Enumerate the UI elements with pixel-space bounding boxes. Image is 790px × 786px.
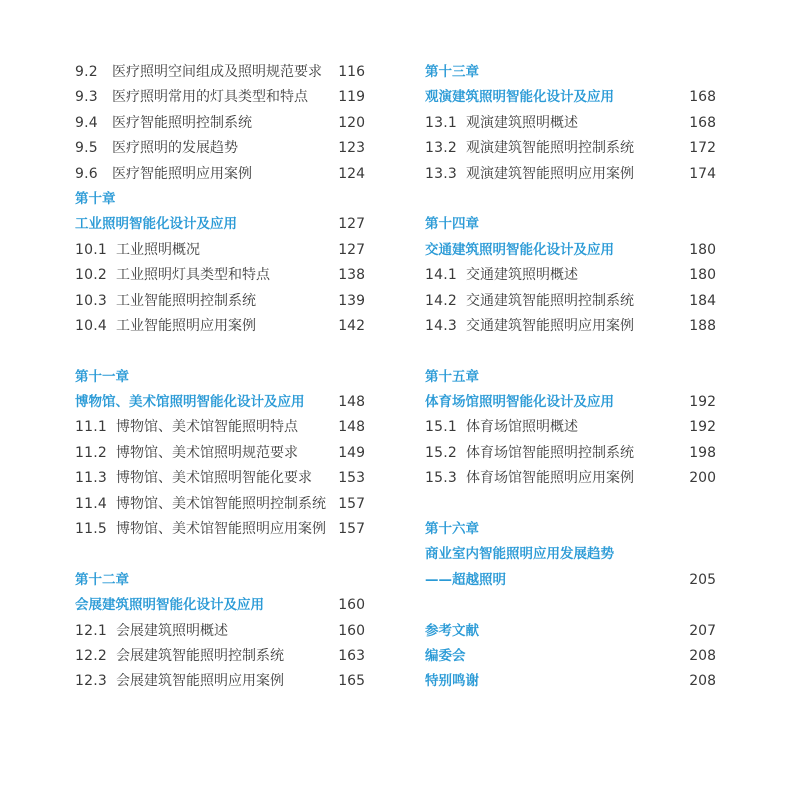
- toc-entry-number: 14.2: [425, 292, 457, 309]
- toc-page-number: 119: [338, 89, 365, 106]
- toc-entry: [75, 162, 365, 187]
- toc-page-number: 205: [689, 571, 716, 588]
- toc-spacer: [75, 542, 365, 567]
- toc-entry-title: 工业智能照明控制系统: [116, 292, 256, 309]
- toc-entry-title: 工业智能照明应用案例: [116, 317, 256, 334]
- toc-chapter-title: 交通建筑照明智能化设计及应用: [425, 241, 614, 258]
- toc-page-number: 168: [689, 114, 716, 131]
- toc-entry-title: 博物馆、美术馆照明智能化要求: [116, 470, 312, 487]
- toc-entry-number: 14.1: [425, 267, 457, 284]
- toc-entry-number: 9.3: [75, 89, 98, 106]
- toc-entry: [75, 466, 365, 491]
- toc-entry-number: 12.2: [75, 647, 107, 664]
- toc-entry: [75, 492, 365, 517]
- toc-entry-number: 15.3: [425, 470, 457, 487]
- toc-chapter-title: 观演建筑照明智能化设计及应用: [425, 89, 614, 106]
- toc-entry: [75, 263, 365, 288]
- toc-entry-number: 11.2: [75, 444, 107, 461]
- toc-chapter-heading: [75, 568, 365, 593]
- toc-chapter-title: 第十一章: [75, 368, 129, 385]
- toc-entry-title: 医疗智能照明控制系统: [112, 114, 252, 131]
- toc-entry-title: 医疗照明的发展趋势: [112, 140, 238, 157]
- toc-entry: [425, 466, 716, 491]
- toc-entry: [425, 162, 716, 187]
- toc-chapter-title: 工业照明智能化设计及应用: [75, 216, 237, 233]
- toc-entry-title: 博物馆、美术馆智能照明控制系统: [116, 495, 326, 512]
- toc-entry-number: 9.6: [75, 165, 98, 182]
- toc-chapter-heading: [75, 390, 365, 415]
- toc-chapter-heading: [425, 644, 716, 669]
- toc-page-number: 148: [338, 394, 365, 411]
- toc-entry-title: 医疗照明常用的灯具类型和特点: [112, 89, 308, 106]
- toc-entry: [425, 111, 716, 136]
- toc-chapter-heading: [425, 212, 716, 237]
- toc-entry-title: 医疗智能照明应用案例: [112, 165, 252, 182]
- toc-entry: [425, 289, 716, 314]
- toc-page-number: 192: [689, 394, 716, 411]
- toc-page-number: 174: [689, 165, 716, 182]
- toc-page-number: 157: [338, 521, 365, 538]
- toc-chapter-heading: [425, 619, 716, 644]
- toc-entry-title: 交通建筑照明概述: [466, 267, 578, 284]
- toc-entry: [425, 136, 716, 161]
- toc-page-number: 180: [689, 267, 716, 284]
- toc-chapter-heading: [75, 212, 365, 237]
- toc-entry-number: 14.3: [425, 317, 457, 334]
- toc-entry: [75, 111, 365, 136]
- toc-page-number: 139: [338, 292, 365, 309]
- toc-page-number: 168: [689, 89, 716, 106]
- toc-entry-number: 13.2: [425, 140, 457, 157]
- toc-page-number: 157: [338, 495, 365, 512]
- toc-chapter-title: 第十五章: [425, 368, 479, 385]
- toc-chapter-title: 第十二章: [75, 571, 129, 588]
- toc-entry-title: 观演建筑智能照明应用案例: [466, 165, 634, 182]
- toc-entry-title: 会展建筑智能照明控制系统: [116, 647, 284, 664]
- toc-page-number: 138: [338, 267, 365, 284]
- toc-entry-title: 交通建筑智能照明控制系统: [466, 292, 634, 309]
- toc-entry-title: 会展建筑智能照明应用案例: [116, 673, 284, 690]
- toc-entry: [75, 85, 365, 110]
- toc-entry-number: 12.3: [75, 673, 107, 690]
- toc-entry-number: 15.1: [425, 419, 457, 436]
- toc-page-number: 148: [338, 419, 365, 436]
- toc-entry-number: 9.2: [75, 64, 98, 80]
- toc-entry-number: 9.4: [75, 114, 98, 131]
- toc-page-number: 124: [338, 165, 365, 182]
- toc-chapter-title: 参考文献: [425, 622, 479, 639]
- toc-right-column: [425, 60, 716, 695]
- toc-page-number: 207: [689, 622, 716, 639]
- toc-chapter-heading: [425, 85, 716, 110]
- toc-entry-title: 工业照明灯具类型和特点: [116, 267, 270, 284]
- toc-spacer: [425, 492, 716, 517]
- toc-spacer: [75, 339, 365, 364]
- toc-chapter-title: 编委会: [425, 647, 466, 664]
- toc-page-number: 127: [338, 216, 365, 233]
- toc-entry-number: 12.1: [75, 622, 107, 639]
- toc-page-number: 192: [689, 419, 716, 436]
- toc-chapter-title: 第十三章: [425, 64, 479, 80]
- toc-spacer: [425, 187, 716, 212]
- toc-page-number: 208: [689, 673, 716, 690]
- toc-chapter-heading: [425, 669, 716, 694]
- toc-entry-number: 15.2: [425, 444, 457, 461]
- toc-page-number: 123: [338, 140, 365, 157]
- toc-entry-number: 11.5: [75, 521, 107, 538]
- toc-entry-title: 博物馆、美术馆智能照明特点: [116, 419, 298, 436]
- toc-page-number: 149: [338, 444, 365, 461]
- toc-entry: [425, 263, 716, 288]
- toc-entry-number: 13.3: [425, 165, 457, 182]
- toc-page-number: 184: [689, 292, 716, 309]
- toc-chapter-title: 第十六章: [425, 521, 479, 538]
- toc-entry-number: 10.4: [75, 317, 107, 334]
- toc-page-number: 116: [338, 64, 365, 80]
- toc-page-number: 165: [338, 673, 365, 690]
- toc-entry: [75, 644, 365, 669]
- toc-page-number: 142: [338, 317, 365, 334]
- toc-chapter-title: ——超越照明: [425, 571, 506, 588]
- toc-chapter-heading: [75, 187, 365, 212]
- toc-chapter-title: 第十四章: [425, 216, 479, 233]
- toc-page-number: 198: [689, 444, 716, 461]
- toc-chapter-heading: [425, 568, 716, 593]
- toc-chapter-heading: [425, 542, 716, 567]
- toc-chapter-heading: [425, 238, 716, 263]
- toc-chapter-heading: [425, 517, 716, 542]
- toc-entry-number: 11.4: [75, 495, 107, 512]
- toc-page-number: 163: [338, 647, 365, 664]
- toc-entry: [75, 619, 365, 644]
- toc-entry-title: 观演建筑智能照明控制系统: [466, 140, 634, 157]
- toc-chapter-heading: [425, 60, 716, 85]
- toc-chapter-heading: [75, 593, 365, 618]
- toc-entry-number: 11.3: [75, 470, 107, 487]
- toc-entry: [75, 238, 365, 263]
- toc-left-column: [75, 60, 365, 695]
- toc-chapter-heading: [425, 365, 716, 390]
- toc-chapter-heading: [425, 390, 716, 415]
- toc-page-number: 172: [689, 140, 716, 157]
- toc-chapter-title: 会展建筑照明智能化设计及应用: [75, 597, 264, 614]
- toc-entry: [425, 314, 716, 339]
- toc-chapter-title: 博物馆、美术馆照明智能化设计及应用: [75, 394, 305, 411]
- toc-entry: [75, 415, 365, 440]
- toc-entry-title: 观演建筑照明概述: [466, 114, 578, 131]
- toc-entry: [425, 415, 716, 440]
- toc-page-number: 160: [338, 622, 365, 639]
- toc-entry-title: 博物馆、美术馆照明规范要求: [116, 444, 298, 461]
- toc-entry-title: 体育场馆照明概述: [466, 419, 578, 436]
- toc-chapter-title: 特别鸣谢: [425, 673, 479, 690]
- toc-chapter-heading: [75, 365, 365, 390]
- toc-chapter-title: 体育场馆照明智能化设计及应用: [425, 394, 614, 411]
- toc-entry-title: 会展建筑照明概述: [116, 622, 228, 639]
- toc-spacer: [425, 339, 716, 364]
- toc-entry: [75, 314, 365, 339]
- toc-entry-number: 10.1: [75, 241, 107, 258]
- toc-page-number: 153: [338, 470, 365, 487]
- toc-entry: [75, 669, 365, 694]
- toc-spacer: [425, 593, 716, 618]
- toc-entry-title: 交通建筑智能照明应用案例: [466, 317, 634, 334]
- toc-entry-number: 13.1: [425, 114, 457, 131]
- toc-entry-title: 博物馆、美术馆智能照明应用案例: [116, 521, 326, 538]
- toc-page-number: 200: [689, 470, 716, 487]
- toc-page-number: 208: [689, 647, 716, 664]
- toc-entry-number: 11.1: [75, 419, 107, 436]
- toc-entry-title: 体育场馆智能照明控制系统: [466, 444, 634, 461]
- toc-entry-title: 体育场馆智能照明应用案例: [466, 470, 634, 487]
- toc-page-number: 120: [338, 114, 365, 131]
- toc-entry: [75, 441, 365, 466]
- toc-chapter-title: 商业室内智能照明应用发展趋势: [425, 546, 614, 563]
- toc-entry: [425, 441, 716, 466]
- toc-entry: [75, 517, 365, 542]
- toc-page-number: 188: [689, 317, 716, 334]
- toc-entry-title: 工业照明概况: [116, 241, 200, 258]
- toc-entry: [75, 136, 365, 161]
- toc-entry-number: 10.2: [75, 267, 107, 284]
- toc-entry: [75, 289, 365, 314]
- toc-entry-number: 9.5: [75, 140, 98, 157]
- toc-entry: [75, 60, 365, 85]
- toc-chapter-title: 第十章: [75, 190, 116, 207]
- toc-page-number: 127: [338, 241, 365, 258]
- toc-entry-number: 10.3: [75, 292, 107, 309]
- toc-page-number: 180: [689, 241, 716, 258]
- toc-page-number: 160: [338, 597, 365, 614]
- toc-entry-title: 医疗照明空间组成及照明规范要求: [112, 64, 322, 80]
